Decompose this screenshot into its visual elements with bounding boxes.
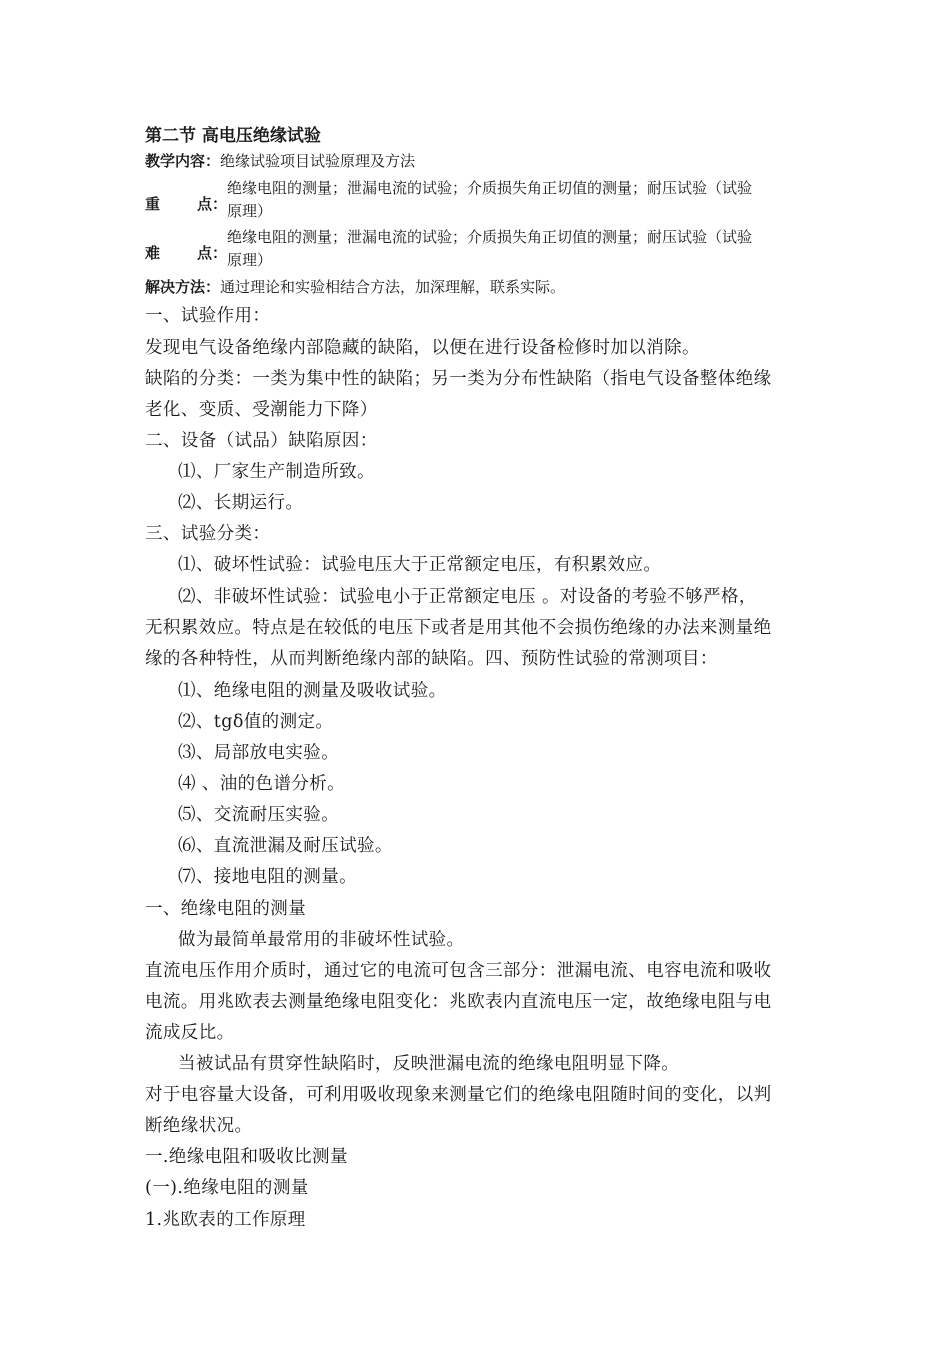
- list-item: ⑺、接地电阻的测量。: [178, 867, 357, 887]
- difficult-points-label-a: 难: [145, 244, 161, 262]
- solution-method-label: 解决方法：: [145, 278, 221, 296]
- heading-1: 一、试验作用：: [145, 306, 271, 326]
- paragraph-line: 对于电容量大设备，可利用吸收现象来测量它们的绝缘电阻随时间的变化，以判: [145, 1085, 772, 1105]
- solution-method-value: 通过理论和实验相结合方法，加深理解，联系实际。: [220, 278, 566, 296]
- list-item: ⑷ 、油的色谱分析。: [178, 774, 346, 794]
- paragraph-line: 缺陷的分类：一类为集中性的缺陷；另一类为分布性缺陷（指电气设备整体绝缘: [145, 369, 772, 389]
- list-item: ⑵、非破坏性试验：试验电小于正常额定电压 。对设备的考验不够严格，: [178, 587, 757, 607]
- subheading: (一).绝缘电阻的测量: [145, 1178, 309, 1198]
- teaching-content-label: 教学内容：: [145, 152, 221, 170]
- paragraph-line: 电流。用兆欧表去测量绝缘电阻变化：兆欧表内直流电压一定，故绝缘电阻与电: [145, 992, 772, 1012]
- paragraph-line: 流成反比。: [145, 1023, 235, 1043]
- solution-method-row: [145, 276, 565, 297]
- section-title: 第二节 高电压绝缘试验: [145, 126, 321, 146]
- paragraph-line: 发现电气设备绝缘内部隐藏的缺陷，以便在进行设备检修时加以消除。: [145, 338, 700, 358]
- paragraph-line: 直流电压作用介质时，通过它的电流可包含三部分：泄漏电流、电容电流和吸收: [145, 961, 772, 981]
- list-item: ⑴、厂家生产制造所致。: [178, 462, 375, 482]
- difficult-points-label-b: 点：: [197, 244, 228, 262]
- key-points-value-2: 原理）: [227, 202, 273, 220]
- subheading: 1.兆欧表的工作原理: [145, 1210, 306, 1230]
- paragraph-line: 缘的各种特性，从而判断绝缘内部的缺陷。四、预防性试验的常测项目：: [145, 649, 718, 669]
- key-points-value-1: 绝缘电阻的测量；泄漏电流的试验；介质损失角正切值的测量；耐压试验（试验: [227, 179, 753, 197]
- heading-2: 二、设备（试品）缺陷原因：: [145, 431, 378, 451]
- list-item: ⑵、tgδ值的测定。: [178, 712, 334, 732]
- key-points-label-a: 重: [145, 195, 161, 213]
- list-item: ⑸、交流耐压实验。: [178, 805, 340, 825]
- paragraph-line: 无积累效应。特点是在较低的电压下或者是用其他不会损伤绝缘的办法来测量绝: [145, 618, 772, 638]
- subheading: 一.绝缘电阻和吸收比测量: [145, 1147, 348, 1167]
- heading-insulation-resistance: 一、绝缘电阻的测量: [145, 899, 307, 919]
- list-item: ⑹、直流泄漏及耐压试验。: [178, 836, 393, 856]
- paragraph-line: 做为最简单最常用的非破坏性试验。: [178, 930, 465, 950]
- paragraph-line: 当被试品有贯穿性缺陷时，反映泄漏电流的绝缘电阻明显下降。: [178, 1054, 680, 1074]
- difficult-points-value-1: 绝缘电阻的测量；泄漏电流的试验；介质损失角正切值的测量；耐压试验（试验: [227, 228, 753, 246]
- key-points-label-b: 点：: [197, 195, 228, 213]
- heading-3: 三、试验分类：: [145, 524, 271, 544]
- list-item: ⑵、长期运行。: [178, 493, 304, 513]
- list-item: ⑴、绝缘电阻的测量及吸收试验。: [178, 681, 447, 701]
- teaching-content-row: [145, 150, 415, 171]
- list-item: ⑶、局部放电实验。: [178, 743, 340, 763]
- paragraph-line: 断绝缘状况。: [145, 1116, 253, 1136]
- list-item: ⑴、破坏性试验：试验电压大于正常额定电压，有积累效应。: [178, 555, 662, 575]
- teaching-content-value: 绝缘试验项目试验原理及方法: [220, 152, 416, 170]
- paragraph-line: 老化、变质、受潮能力下降）: [145, 400, 378, 420]
- difficult-points-value-2: 原理）: [227, 251, 273, 269]
